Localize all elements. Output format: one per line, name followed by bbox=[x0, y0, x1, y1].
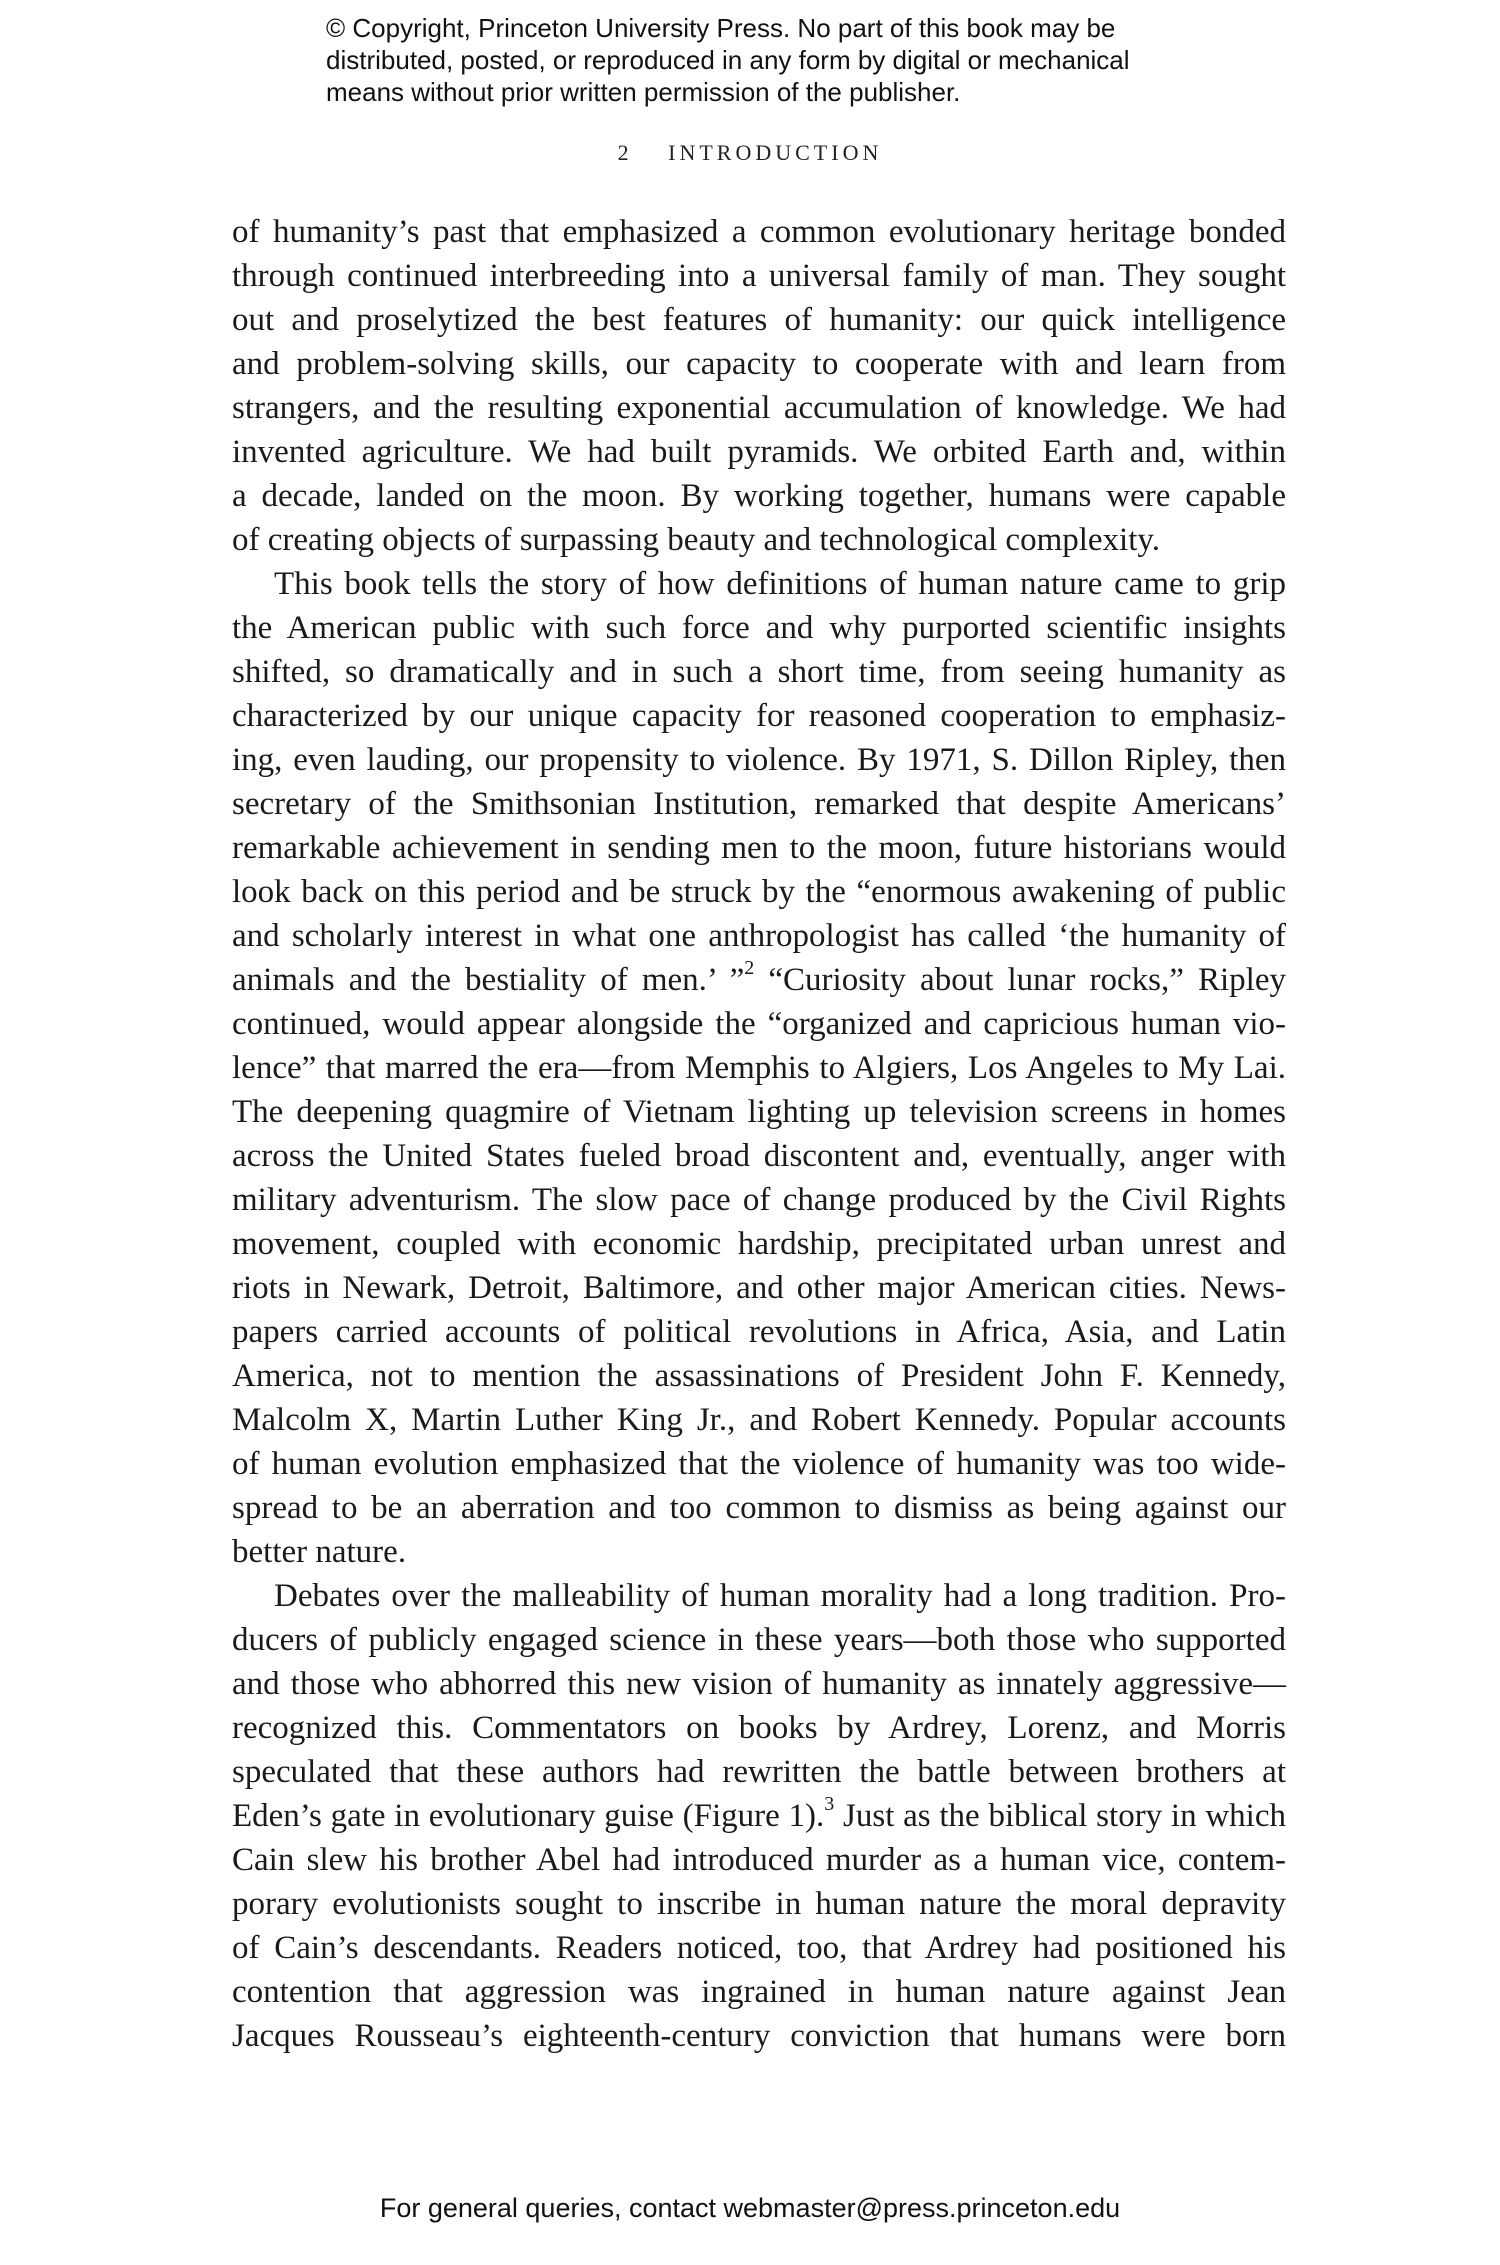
paragraph bbox=[232, 562, 1286, 1574]
text-line: of Cain’s descendants. Readers noticed, too, that Ardrey had positioned his bbox=[232, 1930, 1286, 1966]
text-line: look back on this period and be struck by the “enormous awakening of public bbox=[232, 874, 1286, 910]
paragraph bbox=[232, 210, 1286, 562]
paragraph bbox=[232, 1574, 1286, 2058]
text-line: of creating objects of surpassing beauty and technological complexity. bbox=[232, 522, 1160, 558]
text-line: ducers of publicly engaged science in these years—both those who supported bbox=[232, 1622, 1286, 1658]
text-line: contention that aggression was ingrained in human nature against Jean bbox=[232, 1974, 1286, 2010]
text-line: Cain slew his brother Abel had introduced murder as a human vice, contem- bbox=[232, 1842, 1286, 1878]
copyright-line: © Copyright, Princeton University Press. No part of this book may be bbox=[326, 13, 1116, 43]
copyright-notice bbox=[326, 12, 1226, 108]
text-line: Eden’s gate in evolutionary guise (Figure 1).$^3$ Just as the biblical story in which bbox=[232, 1793, 1286, 1834]
text-line: strangers, and the resulting exponential accumulation of knowledge. We had bbox=[232, 390, 1286, 426]
text-line: spread to be an aberration and too common to dismiss as being against our bbox=[232, 1490, 1286, 1526]
text-line: and problem-solving skills, our capacity to cooperate with and learn from bbox=[232, 346, 1286, 382]
text-line: and scholarly interest in what one anthropologist has called ‘the humanity of bbox=[232, 918, 1286, 954]
text-line: characterized by our unique capacity for reasoned cooperation to emphasiz- bbox=[232, 698, 1286, 734]
footnote-ref[interactable]: 2 bbox=[744, 957, 755, 979]
body-text bbox=[232, 210, 1286, 2058]
text-line: riots in Newark, Detroit, Baltimore, and other major American cities. News- bbox=[232, 1270, 1286, 1306]
text-line: out and proselytized the best features of humanity: our quick intelligence bbox=[232, 302, 1286, 338]
text-line: through continued interbreeding into a universal family of man. They sought bbox=[232, 258, 1286, 294]
copyright-line: distributed, posted, or reproduced in any form by digital or mechanical bbox=[326, 45, 1130, 75]
text-line: shifted, so dramatically and in such a short time, from seeing humanity as bbox=[232, 654, 1286, 690]
text-line: recognized this. Commentators on books by Ardrey, Lorenz, and Morris bbox=[232, 1710, 1286, 1746]
text-line: the American public with such force and why purported scientific insights bbox=[232, 610, 1286, 646]
text-line: secretary of the Smithsonian Institution, remarked that despite Americans’ bbox=[232, 786, 1286, 822]
text-line: lence” that marred the era—from Memphis to Algiers, Los Angeles to My Lai. bbox=[232, 1050, 1286, 1086]
text-line: The deepening quagmire of Vietnam lighting up television screens in homes bbox=[232, 1094, 1286, 1130]
text-line: of humanity’s past that emphasized a common evolutionary heritage bonded bbox=[232, 214, 1286, 250]
running-head bbox=[0, 140, 1500, 166]
text-line: animals and the bestiality of men.’ ”$^2$ “Curiosity about lunar rocks,” Ripley bbox=[232, 957, 1286, 998]
footnote-ref[interactable]: 3 bbox=[824, 1793, 835, 1815]
text-line: movement, coupled with economic hardship, precipitated urban unrest and bbox=[232, 1226, 1286, 1262]
text-line: Debates over the malleability of human morality had a long tradition. Pro- bbox=[274, 1578, 1286, 1614]
copyright-line: means without prior written permission of the publisher. bbox=[326, 77, 961, 107]
page-number: 2 bbox=[617, 140, 629, 165]
text-line: This book tells the story of how definitions of human nature came to grip bbox=[274, 566, 1286, 602]
text-line: continued, would appear alongside the “organized and capricious human vio- bbox=[232, 1006, 1286, 1042]
chapter-title: INTRODUCTION bbox=[668, 140, 883, 165]
text-line: invented agriculture. We had built pyramids. We orbited Earth and, within bbox=[232, 434, 1286, 470]
footer-contact: For general queries, contact webmaster@press.princeton.edu bbox=[379, 2193, 1121, 2223]
text-line: Jacques Rousseau’s eighteenth-century conviction that humans were born bbox=[232, 2018, 1286, 2054]
text-line: remarkable achievement in sending men to the moon, future historians would bbox=[232, 830, 1286, 866]
text-line: papers carried accounts of political revolutions in Africa, Asia, and Latin bbox=[232, 1314, 1286, 1350]
text-line: and those who abhorred this new vision of humanity as innately aggressive— bbox=[232, 1666, 1286, 1702]
text-line: military adventurism. The slow pace of change produced by the Civil Rights bbox=[232, 1182, 1286, 1218]
text-line: across the United States fueled broad discontent and, eventually, anger with bbox=[232, 1138, 1286, 1174]
text-line: better nature. bbox=[232, 1534, 407, 1570]
text-line: ing, even lauding, our propensity to violence. By 1971, S. Dillon Ripley, then bbox=[232, 742, 1286, 778]
text-line: of human evolution emphasized that the violence of humanity was too wide- bbox=[232, 1446, 1286, 1482]
text-line: America, not to mention the assassinations of President John F. Kennedy, bbox=[232, 1358, 1286, 1394]
text-line: porary evolutionists sought to inscribe in human nature the moral depravity bbox=[232, 1886, 1286, 1922]
text-line: Malcolm X, Martin Luther King Jr., and Robert Kennedy. Popular accounts bbox=[232, 1402, 1286, 1438]
text-line: a decade, landed on the moon. By working together, humans were capable bbox=[232, 478, 1286, 514]
text-line: speculated that these authors had rewritten the battle between brothers at bbox=[232, 1754, 1286, 1790]
